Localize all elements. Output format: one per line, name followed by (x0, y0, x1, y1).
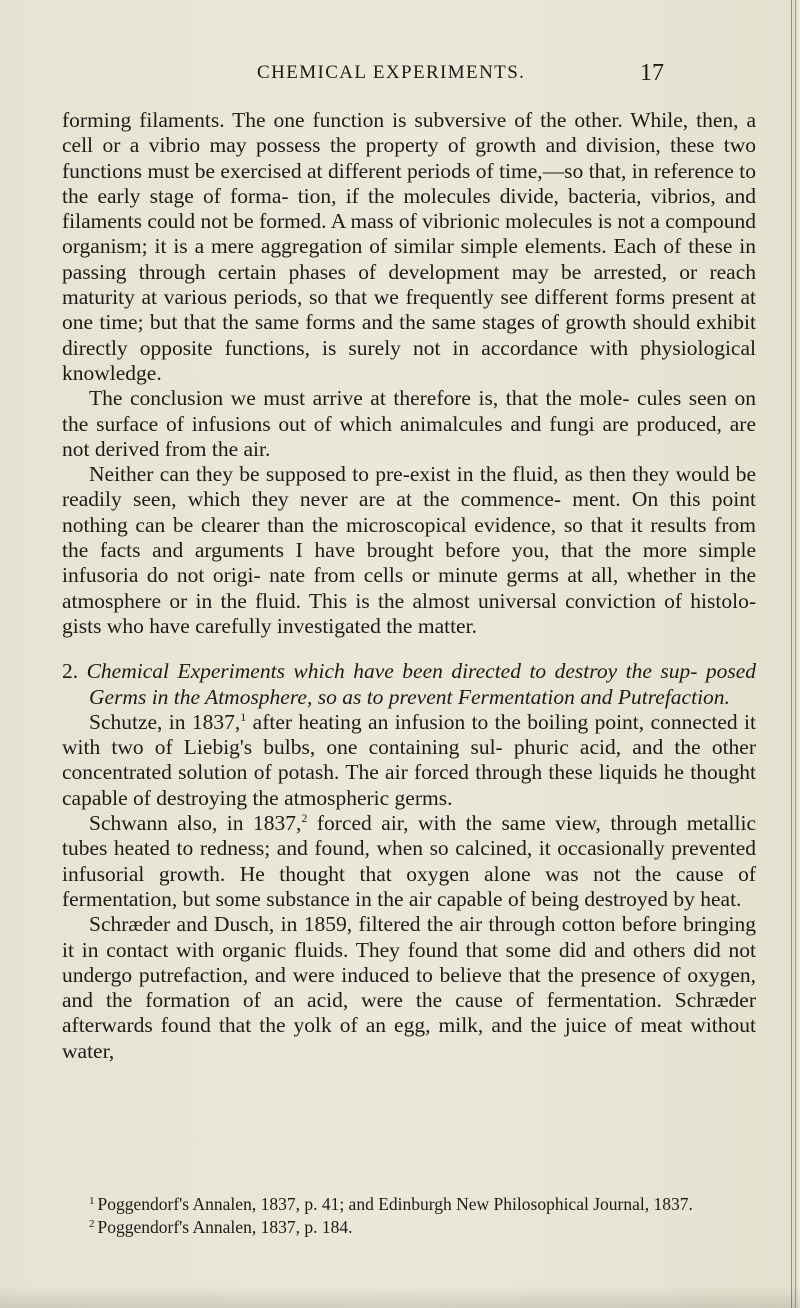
paragraph: Neither can they be supposed to pre-exist in the fluid, as then they would be readily seen, which they never are at the commence- ment. On this point nothing can be clearer than the microscopical evidence, so that it results from the facts and arguments I have brought before you, that the more simple infusoria do not origi- nate from cells or minute germs at all, whether in the atmosphere or in the fluid. This is the almost universal conviction of histolo- gists who have carefully investigated the matter. (62, 462, 756, 638)
paragraph: The conclusion we must arrive at therefore is, that the mole- cules seen on the surface of infusions out of which animalcules and fungi are produced, are not derived from the air. (62, 386, 756, 461)
paragraph-text: forced air, with the same view, through metallic tubes heated to redness; and found, when so calcined, it occasionally prevented infusorial growth. He thought that oxygen alone was not the cause of fermentation, but some substance in the air capable of being destroyed by heat. (62, 811, 756, 911)
footnote-mark: 2 (89, 1218, 95, 1230)
paragraph: forming filaments. The one function is subversive of the other. While, then, a cell or a vibrio may possess the property of growth and division, these two functions must be exercised at different periods of time,—so that, in reference to the early stage of forma- tion, if the molecules divide, bacteria, vibrios, and filaments could not be formed. A mass of vibrionic molecules is not a compound organism; it is a mere aggregation of similar simple elements. Each of these in passing through certain phases of development may be arrested, or reach maturity at various periods, so that we frequently see different forms present at one time; but that the same forms and the same stages of growth should exhibit directly opposite functions, is surely not in accordance with physiological knowledge. (62, 108, 756, 385)
paragraph (62, 811, 756, 912)
footnote-text: Poggendorf's Annalen, 1837, p. 41; and Edinburgh New Philosophical Journal, 1837. (97, 1194, 693, 1214)
footnote (62, 1214, 756, 1237)
page-shadow (0, 1286, 800, 1308)
footnote-text: Poggendorf's Annalen, 1837, p. 184. (97, 1217, 353, 1237)
footnote-mark: 1 (89, 1195, 95, 1207)
page-number: 17 (640, 60, 664, 86)
paragraph-text: after heating an infusion to the boiling point, connected it with two of Liebig's bulbs, one containing sul- phuric acid, and the other concentrated solution of potash. The air forced through these liquids he thought capable of destroying the atmospheric germs. (62, 709, 756, 810)
paragraph: Schræder and Dusch, in 1859, filtered the air through cotton before bringing it in contact with organic fluids. They found that some did and others did not undergo putrefaction, and were induced to believe that the presence of oxygen, and the formation of an acid, were the cause of fermentation. Schræder afterwards found that the yolk of an egg, milk, and the juice of meat without water, (62, 912, 756, 1063)
body-text (62, 108, 756, 1064)
page-edge-line (791, 0, 792, 1308)
section-heading (62, 659, 756, 710)
section-title: Chemical Experiments which have been directed to destroy the sup- posed Germs in the Atmosphere, so as to prevent Fermentation and Putrefaction. (86, 659, 756, 709)
paragraph (62, 710, 756, 811)
paragraph-text: Schutze, in 1837, (89, 709, 241, 734)
footnote-ref: 1 (240, 709, 247, 724)
page-edge-line (795, 0, 796, 1308)
footnote (62, 1191, 756, 1214)
section-number: 2. (62, 659, 79, 684)
footnote-ref: 2 (301, 811, 308, 826)
paragraph-text: Schwann also, in 1837, (89, 811, 302, 836)
running-head: CHEMICAL EXPERIMENTS. (257, 62, 526, 83)
footnotes (62, 1191, 756, 1237)
